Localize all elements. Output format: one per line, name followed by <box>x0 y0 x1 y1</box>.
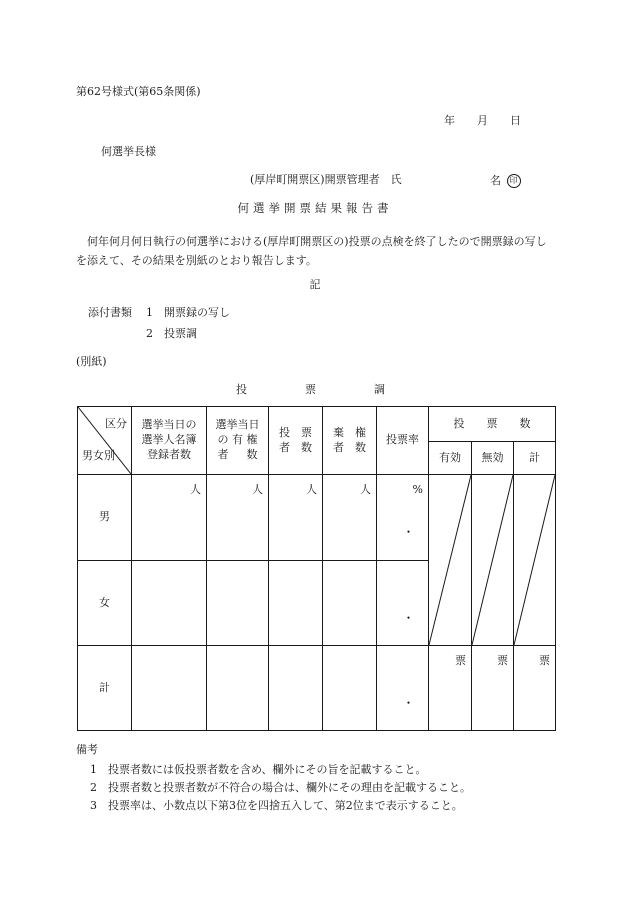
header-valid: 有効 <box>429 442 472 475</box>
row-label-male: 男 <box>78 475 132 561</box>
unit-person: 人 <box>360 483 371 496</box>
date-year: 年 <box>444 114 455 127</box>
note-num: 2 <box>90 781 97 794</box>
header-voters <box>269 407 323 475</box>
table-title <box>236 384 385 395</box>
note-text: 投票者数と投票者数が不符合の場合は、欄外にその理由を記載すること。 <box>108 781 471 794</box>
note-item <box>90 782 471 793</box>
valid-slash-cell <box>429 475 472 646</box>
date-line <box>444 115 521 126</box>
attachment-text: 投票調 <box>164 327 197 340</box>
invalid-total-cell <box>472 646 514 731</box>
header-line: 投 票 <box>279 425 312 439</box>
unit-person: 人 <box>190 483 201 496</box>
unit-percent: % <box>412 483 423 496</box>
table-title-char: 調 <box>374 383 385 396</box>
note-item <box>90 764 427 775</box>
attachment-item <box>146 307 230 318</box>
form-number: 第62号様式(第65条関係) <box>76 85 201 98</box>
abstain-cell <box>323 646 377 731</box>
header-line: 棄 権 <box>333 425 366 439</box>
invalid-slash-cell <box>472 475 514 646</box>
header-line: 者 数 <box>333 440 366 454</box>
header-line: の 有 権 <box>217 433 258 447</box>
seal-mark: 印 <box>507 174 521 188</box>
header-invalid: 無効 <box>472 442 514 475</box>
grand-total-cell <box>514 646 556 731</box>
eligible-cell <box>207 646 269 731</box>
eligible-cell <box>207 475 269 561</box>
header-registered <box>132 407 207 475</box>
name-char: 名 <box>490 174 501 187</box>
attachment-num: 1 <box>146 306 153 319</box>
turnout-cell <box>377 561 429 646</box>
unit-person: 人 <box>306 483 317 496</box>
unit-ballot: 票 <box>455 654 466 667</box>
header-line: 登録者数 <box>147 447 191 461</box>
turnout-cell <box>377 646 429 731</box>
header-eligible <box>207 407 269 475</box>
registered-cell <box>132 646 207 731</box>
table-row <box>78 475 556 561</box>
abstain-cell <box>323 561 377 646</box>
slash-line <box>472 475 513 645</box>
abstain-cell <box>323 475 377 561</box>
manager-label: (厚岸町開票区)開票管理者 氏 <box>250 173 402 186</box>
decimal-point: ・ <box>402 695 415 710</box>
slash-line <box>429 475 471 645</box>
note-text: 投票者数には仮投票者数を含め、欄外にその旨を記載すること。 <box>108 763 427 776</box>
document-title: 何選挙開票結果報告書 <box>237 201 393 215</box>
header-total: 計 <box>514 442 556 475</box>
danjo-label: 男女別 <box>82 449 115 463</box>
unit-ballot: 票 <box>497 654 508 667</box>
body-text: 何年何月何日執行の何選挙における(厚岸町開票区の)投票の点検を終了したので開票録の写しを添えて、その結果を別紙のとおり報告します。 <box>76 235 547 267</box>
decimal-point: ・ <box>402 610 415 625</box>
date-month: 月 <box>477 114 488 127</box>
header-abstain <box>323 407 377 475</box>
row-label-total: 計 <box>78 646 132 731</box>
table-row <box>78 646 556 731</box>
voters-cell <box>269 475 323 561</box>
attachments-label: 添付書類 <box>88 306 132 319</box>
valid-total-cell <box>429 646 472 731</box>
attachment-text: 開票録の写し <box>164 306 230 319</box>
header-line: 選挙当日の <box>141 418 197 432</box>
slash-line <box>514 475 555 645</box>
header-line: 者 数 <box>217 447 258 461</box>
header-turnout: 投票率 <box>377 407 429 475</box>
note-text: 投票率は、小数点以下第3位を四捨五入して、第2位まで表示すること。 <box>108 799 463 812</box>
ballot-table <box>77 406 556 731</box>
row-label-female: 女 <box>78 561 132 646</box>
header-ballots-group: 投 票 数 <box>429 407 556 442</box>
turnout-cell <box>377 475 429 561</box>
appendix-label: (別紙) <box>76 355 107 368</box>
registered-cell <box>132 561 207 646</box>
eligible-cell <box>207 561 269 646</box>
ki-heading: 記 <box>309 278 321 291</box>
kubun-label: 区分 <box>105 417 127 430</box>
registered-cell <box>132 475 207 561</box>
manager-name-label <box>490 174 521 188</box>
attachment-item <box>146 328 197 339</box>
header-line: 選挙人名簿 <box>141 433 197 447</box>
addressee: 何選挙長様 <box>101 145 156 158</box>
note-num: 3 <box>90 799 97 812</box>
unit-person: 人 <box>252 483 263 496</box>
voters-cell <box>269 561 323 646</box>
note-item <box>90 800 463 811</box>
decimal-point: ・ <box>402 525 415 540</box>
total-slash-cell <box>514 475 556 646</box>
header-kubun-cell <box>78 407 132 475</box>
notes-title: 備考 <box>76 743 98 756</box>
header-line: 選挙当日 <box>215 418 260 432</box>
header-line: 者 数 <box>279 440 312 454</box>
date-day: 日 <box>510 114 521 127</box>
unit-ballot: 票 <box>539 654 550 667</box>
table-title-char: 票 <box>305 383 316 396</box>
note-num: 1 <box>90 763 97 776</box>
attachment-num: 2 <box>146 327 153 340</box>
voters-cell <box>269 646 323 731</box>
table-title-char: 投 <box>236 383 247 396</box>
